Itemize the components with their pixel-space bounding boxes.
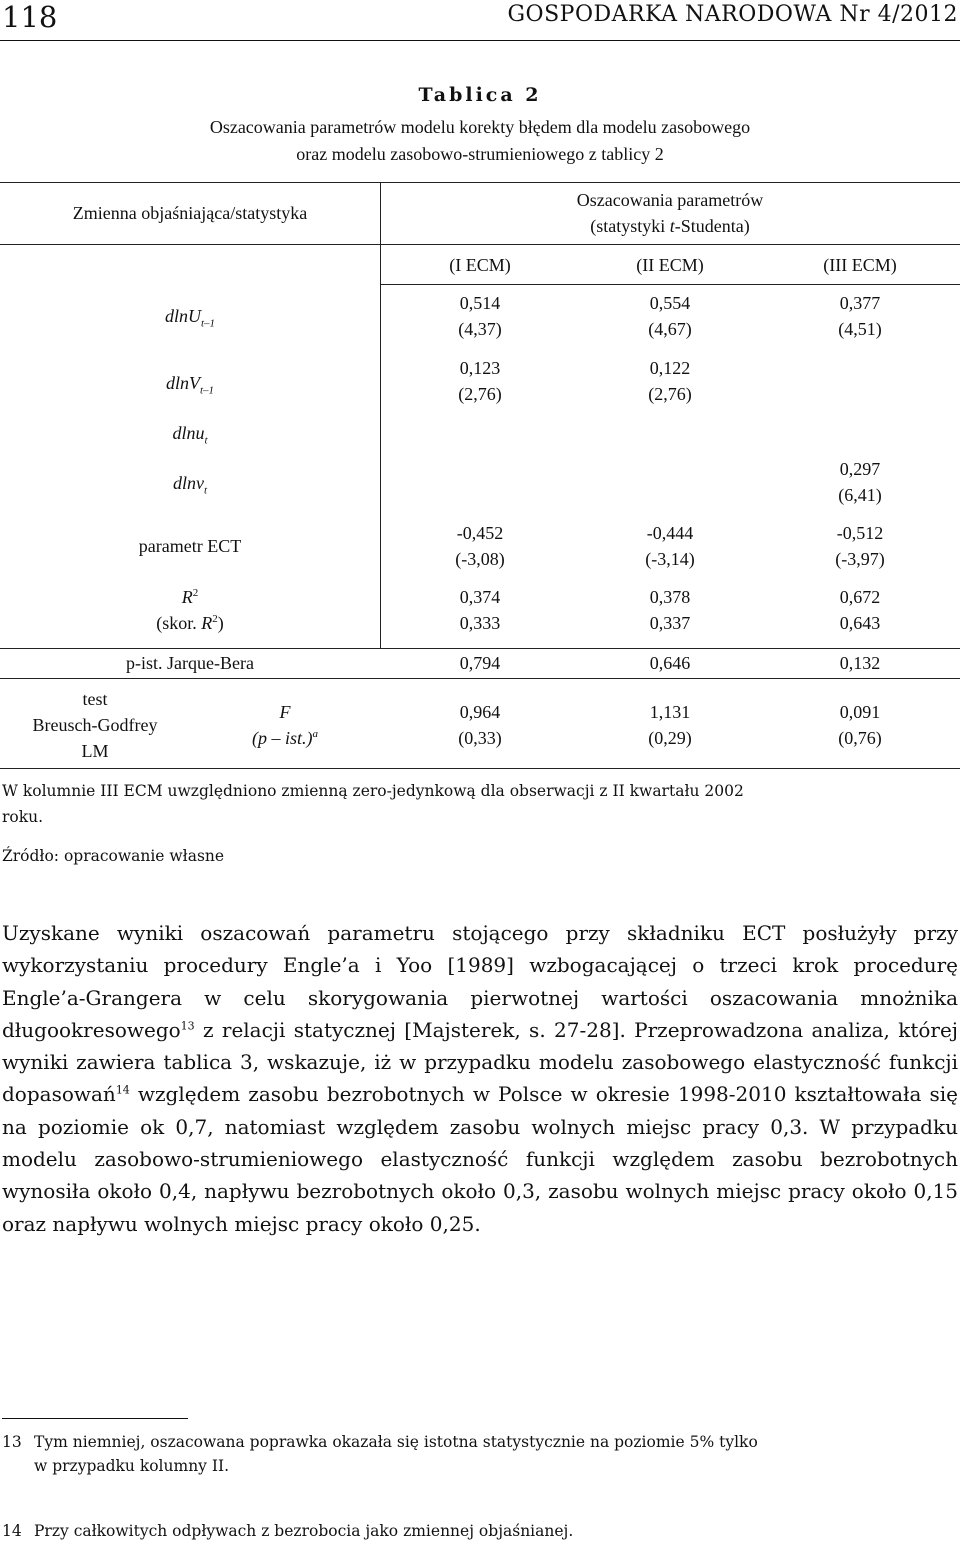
row-label-dlnU: dlnU$_{t-1}$	[164, 306, 216, 330]
cell-dlnV-1: 0,123 (2,76)	[458, 358, 502, 404]
row-label-dlnv: dlnv$_t$	[172, 473, 208, 497]
footnote-rule	[2, 1418, 188, 1419]
table-title-line1: Oszacowania parametrów modelu korekty błędem dla modelu zasobowego	[209, 117, 751, 137]
header-rule	[0, 40, 960, 41]
row-label-ect: parametr ECT	[138, 536, 242, 556]
footnote-13-num: 13	[2, 1433, 22, 1451]
footnote-ref-14: 14	[115, 1083, 130, 1097]
cell-r2-2: 0,378 0,337	[649, 587, 691, 633]
page-number: 118	[2, 0, 58, 34]
table-label: Tablica 2	[418, 84, 542, 106]
footnote-ref-13: 13	[180, 1019, 195, 1033]
row-label-dlnu: dlnu$_t$	[172, 423, 208, 447]
col-head-variable: Zmienna objaśniająca/statystyka	[72, 203, 308, 223]
cell-r2-1: 0,374 0,333	[459, 587, 501, 633]
cell-jb-1: 0,794	[459, 653, 501, 673]
journal-title: GOSPODARKA NARODOWA Nr 4/2012	[507, 2, 958, 27]
cell-dlnU-3: 0,377 (4,51)	[838, 293, 882, 339]
cell-bg-1: 0,964 (0,33)	[458, 702, 502, 748]
col-head-estimates: Oszacowania parametrów	[576, 190, 764, 210]
cell-ect-2: -0,444 (-3,14)	[645, 523, 695, 569]
cell-r2-3: 0,672 0,643	[839, 587, 881, 633]
cell-ect-1: -0,452 (-3,08)	[455, 523, 505, 569]
col-head-statistics: (statystyki t-Studenta)	[590, 216, 750, 236]
cell-ect-3: -0,512 (-3,97)	[835, 523, 885, 569]
table-source: Źródło: opracowanie własne	[2, 847, 225, 865]
model-1-head: (I ECM)	[449, 255, 511, 275]
cell-dlnv-3: 0,297 (6,41)	[838, 459, 882, 505]
row-label-dlnV: dlnV$_{t-1}$	[165, 373, 215, 397]
cell-dlnV-2: 0,122 (2,76)	[648, 358, 692, 404]
cell-jb-3: 0,132	[839, 653, 881, 673]
model-3-head: (III ECM)	[823, 255, 897, 275]
row-label-breusch-godfrey: test Breusch-Godfrey LM	[32, 689, 158, 761]
cell-bg-3: 0,091 (0,76)	[838, 702, 882, 748]
row-label-bg-stat: F (p – ist.)$^a$	[252, 702, 318, 748]
cell-jb-2: 0,646	[649, 653, 691, 673]
cell-dlnU-1: 0,514 (4,37)	[458, 293, 502, 339]
footnote-13-text: Tym niemniej, oszacowana poprawka okazała się istotna statystycznie na poziomie 5% tylko w przypadku kolumny II.	[34, 1433, 758, 1475]
row-label-r2: $R^2$ (skor. $R^2$)	[156, 587, 224, 633]
body-paragraph: Uzyskane wyniki oszacowań parametru stojącego przy składniku ECT posłużyły przy wykorzystaniu procedury Engle’a i Yoo [1989] wzbogacającej o trzeci krok procedurę Engle’a-Grangera w celu skorygowania pierwotnej wartości oszacowania mnożnika długookresowego$^{13}$ z relacji statycznej [Majsterek, s. 27-28]. Przeprowadzona analiza, której wyniki zawiera tablica 3, wskazuje, iż w przypadku modelu zasobowego elastyczność funkcji dopasowań$^{14}$ względem zasobu bezrobotnych w Polsce w okresie 1998-2010 kształtowała się na poziomie ok 0,7, natomiast względem zasobu wolnych miejsc pracy 0,3. W przypadku modelu zasobowo-strumieniowego elastyczność funkcji względem zasobu bezrobotnych wynosiła około 0,4, napływu bezrobotnych około 0,3, zasobu wolnych miejsc pracy około 0,15 oraz napływu wolnych miejsc pracy około 0,25.	[2, 921, 958, 1236]
table-note: W kolumnie III ECM uwzględniono zmienną zero-jedynkową dla obserwacji z II kwartału 2002 roku.	[2, 782, 744, 826]
row-label-jarque-bera: p-ist. Jarque-Bera	[126, 653, 254, 673]
cell-dlnU-2: 0,554 (4,67)	[648, 293, 692, 339]
model-2-head: (II ECM)	[636, 255, 704, 275]
footnote-14-num: 14	[2, 1522, 22, 1540]
cell-bg-2: 1,131 (0,29)	[648, 702, 692, 748]
footnote-14-text: Przy całkowitych odpływach z bezrobocia jako zmiennej objaśnianej.	[34, 1522, 574, 1540]
table-title-line2: oraz modelu zasobowo-strumieniowego z tablicy 2	[296, 144, 664, 164]
